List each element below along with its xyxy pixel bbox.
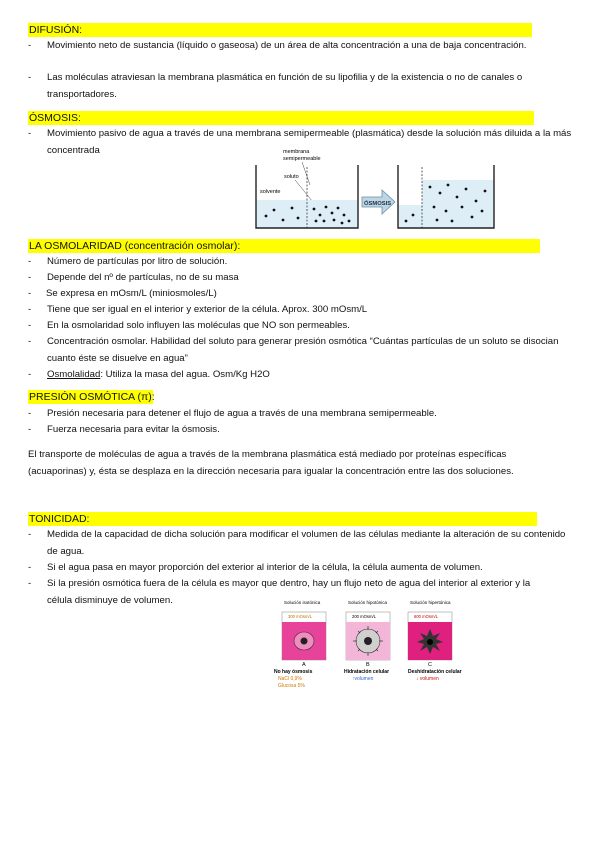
osmosis-arrow-label: ÓSMOSIS bbox=[364, 201, 392, 207]
heading-presion: PRESIÓN OSMÓTICA (π): bbox=[29, 391, 155, 403]
heading-difusion: DIFUSIÓN: bbox=[28, 23, 532, 37]
heading-osmolaridad: LA OSMOLARIDAD (concentración osmolar): bbox=[28, 239, 540, 253]
heading-osmosis: ÓSMOSIS: bbox=[28, 111, 534, 125]
beaker-a-caption: No hay ósmosis bbox=[274, 669, 313, 675]
osmosis-diagram bbox=[250, 145, 500, 235]
beaker-c-conc: 600 mOsm/L bbox=[414, 614, 438, 619]
beaker-b-title: Solución hipotónica bbox=[348, 600, 388, 605]
solvent-label: solvente bbox=[260, 189, 281, 195]
beaker-a-letter: A bbox=[302, 662, 306, 668]
heading-tonicidad: TONICIDAD: bbox=[28, 512, 537, 526]
paragraph: El transporte de moléculas de agua a través de la membrana plasmática está mediado por proteínas específicas (acuaporinas) y, ésta se desplaza en la dirección necesaria para igualar la concentración entre las dos soluciones. bbox=[28, 449, 514, 477]
membrane-label-2: semipermeable bbox=[283, 156, 321, 162]
beaker-c-title: Solución hipertónica bbox=[410, 600, 451, 605]
beaker-c-letter: C bbox=[428, 662, 432, 668]
beaker-b-letter: B bbox=[366, 662, 370, 668]
beaker-a-note1: NaCl 0,9% bbox=[278, 676, 302, 682]
beaker-a-title: Solución isotónica bbox=[284, 600, 321, 605]
solute-label: soluto bbox=[284, 174, 299, 180]
beaker-b-conc: 200 mOsm/L bbox=[352, 614, 376, 619]
document-page: DIFUSIÓN: - Movimiento neto de sustancia (líquido o gaseosa) de un área de alta concentración a una de baja concentración. - Las moléculas atraviesan la membrana plasmática en función de su lipofilia y de la existencia o no de canales o transportadores. ÓSMOSIS: - Movimiento pasivo de agua a través de una membrana semipermeable (plasmática) desde la solución más diluida a la más concentrada membrana semipermeable soluto solvente ÓSMOSIS LA OSMOLARIDAD (concentración osmolar): - Número de partículas por litro de solución. - Depende del nº de partículas, no de su masa - Se expresa en mOsm/L (miniosmoles/L) - Tiene que ser igual en el interior y exterior de la célula. Aprox. 300 mOsm/L - En la osmolaridad solo influyen las moléculas que NO son permeables. - Concentración osmolar. Habilidad del soluto para generar presión osmótica “Cuántas partículas de un soluto se disocian cuanto éste se disuelve en agua” - Osmolalidad: Utiliza la masa del agua. Osm/Kg H2O PRESIÓN OSMÓTICA (π): - Presión necesaria para detener el flujo de agua a través de una membrana semipermeable. - Fuerza necesaria para evitar la ósmosis. El transporte de moléculas de agua a través de la membrana plasmática está mediado por proteínas específicas (acuaporinas) y, ésta se desplaza en la dirección necesaria para igualar la concentración entre las dos soluciones. TONICIDAD: - Medida de la capacidad de dicha solución para modificar el volumen de las células mediante la alteración de su contenido de agua. - Si el agua pasa en mayor proporción del exterior al interior de la célula, la célula aumenta de volumen. - Si la presión osmótica fuera de la célula es mayor que dentro, hay un flujo neto de agua del interior al exterior y la célula disminuye de volumen. Solución isotónica 300 mOsm/L A No hay ósmosis NaCl 0,9% Glucosa 5% Solución hipotónica 200 mOsm/L B Hidratación celular ↑volumen Solución hipertónica 600 mOsm/L C Deshidratación celular ↓ volumen bbox=[0, 0, 600, 848]
tonicity-figure bbox=[272, 596, 492, 696]
beaker-a-note2: Glucosa 5% bbox=[278, 683, 305, 689]
beaker-b-caption: Hidratación celular bbox=[344, 669, 390, 675]
beaker-c-caption: Deshidratación celular bbox=[408, 669, 462, 675]
beaker-a-conc: 300 mOsm/L bbox=[288, 614, 312, 619]
beaker-c-note1: ↓ volumen bbox=[416, 676, 439, 682]
beaker-b-note1: ↑volumen bbox=[352, 676, 374, 682]
membrane-label: membrana bbox=[283, 149, 310, 155]
